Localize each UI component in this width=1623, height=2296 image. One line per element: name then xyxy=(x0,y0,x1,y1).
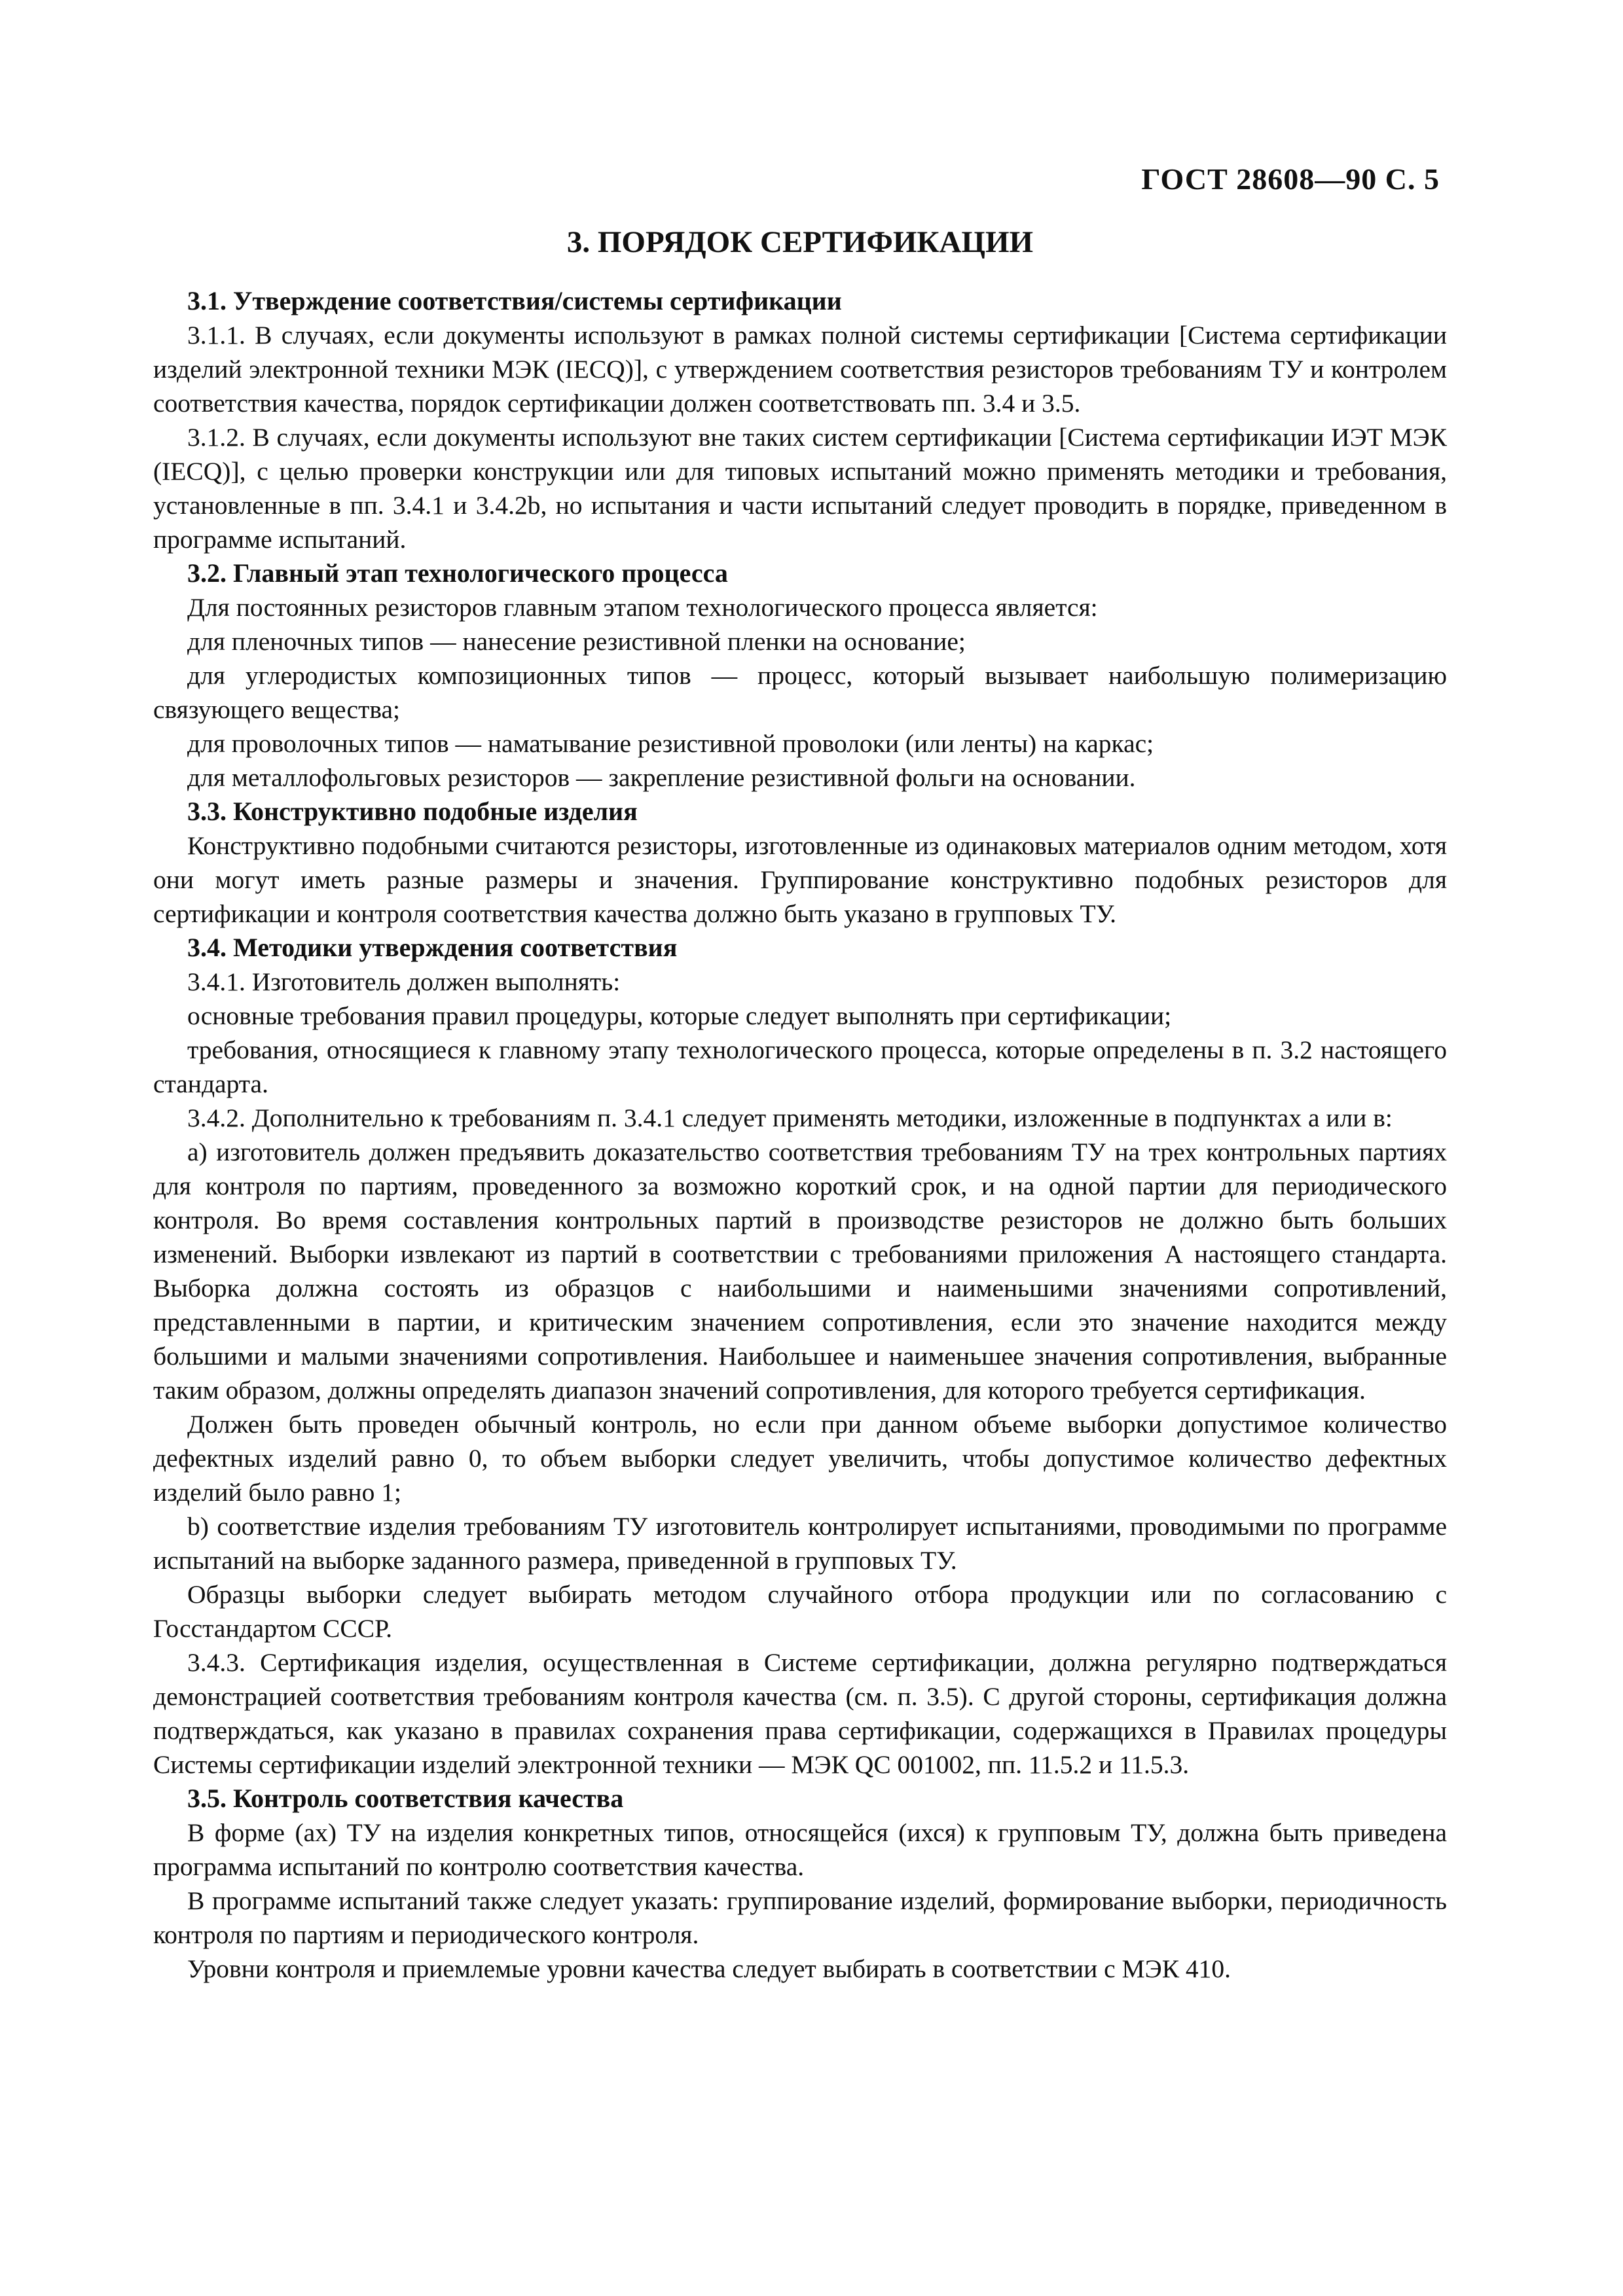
paragraph: Должен быть проведен обычный контроль, но если при данном объеме выборки допустимое количество дефектных изделий равно 0, то объем выборки следует увеличить, чтобы допустимое количество дефектных изделий было равно 1; xyxy=(153,1410,1447,1507)
page-header: ГОСТ 28608—90 С. 5 xyxy=(1141,162,1440,196)
paragraph: 3.4.1. Изготовитель должен выполнять: xyxy=(187,967,621,996)
paragraph: 3.4.2. Дополнительно к требованиям п. 3.4.1 следует применять методики, изложенные в подпунктах а или в: xyxy=(187,1103,1393,1132)
section-heading: 3.2. Главный этап технологического процесса xyxy=(187,558,728,588)
paragraph: Образцы выборки следует выбирать методом случайного отбора продукции или по согласованию с Госстандартом СССР. xyxy=(153,1580,1447,1643)
paragraph: В программе испытаний также следует указать: группирование изделий, формирование выборки, периодичность контроля по партиям и периодического контроля. xyxy=(153,1886,1447,1949)
section-heading: 3.3. Конструктивно подобные изделия xyxy=(187,797,638,826)
paragraph: b) соответствие изделия требованиям ТУ изготовитель контролирует испытаниями, проводимыми по программе испытаний на выборке заданного размера, приведенной в групповых ТУ. xyxy=(153,1512,1447,1575)
paragraph: 3.1.2. В случаях, если документы используют вне таких систем сертификации [Система сертификации ИЭТ МЭК (IECQ)], с целью проверки конструкции или для типовых испытаний можно применять методики и требования, установленные в пп. 3.4.1 и 3.4.2b, но испытания и части испытаний следует проводить в порядке, приведенном в программе испытаний. xyxy=(153,423,1447,554)
paragraph: 3.4.3. Сертификация изделия, осуществленная в Системе сертификации, должна регулярно подтверждаться демонстрацией соответствия требованиям контроля качества (см. п. 3.5). С другой стороны, сертификация должна подтверждаться, как указано в правилах сохранения права сертификации, содержащихся в Правилах процедуры Системы сертификации изделий электронной техники — МЭК QC 001002, пп. 11.5.2 и 11.5.3. xyxy=(153,1648,1447,1779)
paragraph: Уровни контроля и приемлемые уровни качества следует выбирать в соответствии с МЭК 410. xyxy=(187,1954,1231,1983)
section-heading: 3.4. Методики утверждения соответствия xyxy=(187,933,678,962)
paragraph: 3.1.1. В случаях, если документы используют в рамках полной системы сертификации [Система сертификации изделий электронной техники МЭК (IECQ)], с утверждением соответствия резисторов требованиям ТУ и контролем соответствия качества, порядок сертификации должен соответствовать пп. 3.4 и 3.5. xyxy=(153,321,1447,418)
paragraph: для пленочных типов — нанесение резистивной пленки на основание; xyxy=(187,627,966,656)
chapter-title: 3. ПОРЯДОК СЕРТИФИКАЦИИ xyxy=(566,225,1034,259)
paragraph: основные требования правил процедуры, которые следует выполнять при сертификации; xyxy=(187,1001,1172,1030)
section-heading: 3.1. Утверждение соответствия/системы сертификации xyxy=(187,286,842,315)
paragraph: а) изготовитель должен предъявить доказательство соответствия требованиям ТУ на трех контрольных партиях для контроля по партиям, проведенного за возможно короткий срок, и на одной партии для периодического контроля. Во время составления контрольных партий в производстве резисторов не должно быть больших изменений. Выборки извлекают из партий в соответствии с требованиями приложения А настоящего стандарта. Выборка должна состоять из образцов с наибольшими и наименьшими значениями сопротивлений, представленными в партии, и критическим значением сопротивления, если это значение находится между большими и малыми значениями сопротивления. Наибольшее и наименьшее значения сопротивления, выбранные таким образом, должны определять диапазон значений сопротивления, для которого требуется сертификация. xyxy=(153,1138,1447,1405)
paragraph: для металлофольговых резисторов — закрепление резистивной фольги на основании. xyxy=(187,763,1136,792)
paragraph: Для постоянных резисторов главным этапом технологического процесса является: xyxy=(187,593,1098,622)
paragraph: для проволочных типов — наматывание резистивной проволоки (или ленты) на каркас; xyxy=(187,729,1154,758)
paragraph: В форме (ах) ТУ на изделия конкретных типов, относящейся (ихся) к групповым ТУ, должна быть приведена программа испытаний по контролю соответствия качества. xyxy=(153,1818,1447,1881)
document-body xyxy=(153,223,1447,1986)
paragraph: требования, относящиеся к главному этапу технологического процесса, которые определены в п. 3.2 настоящего стандарта. xyxy=(153,1035,1447,1098)
paragraph: Конструктивно подобными считаются резисторы, изготовленные из одинаковых материалов одним методом, хотя они могут иметь разные размеры и значения. Группирование конструктивно подобных резисторов для сертификации и контроля соответствия качества должно быть указано в групповых ТУ. xyxy=(153,831,1447,928)
paragraph: для углеродистых композиционных типов — процесс, который вызывает наибольшую полимеризацию связующего вещества; xyxy=(153,661,1447,724)
section-heading: 3.5. Контроль соответствия качества xyxy=(187,1784,624,1813)
